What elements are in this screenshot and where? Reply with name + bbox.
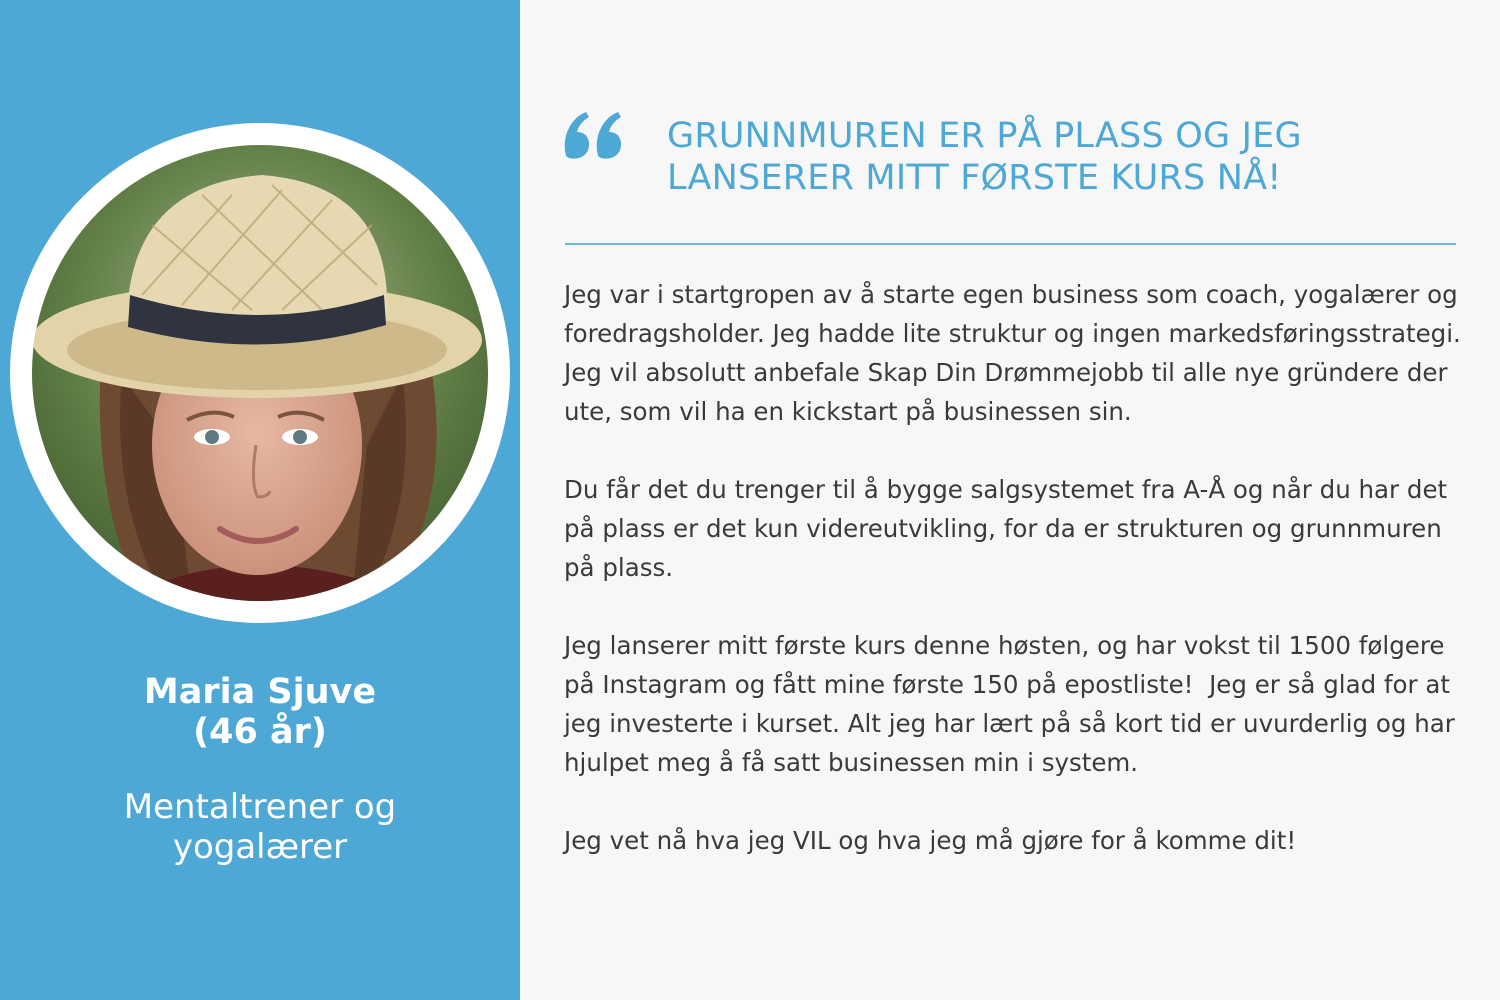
headline-line: LANSERER MITT FØRSTE KURS NÅ! [667,158,1282,198]
testimonial-body [564,275,1474,860]
testimonial-headline [667,115,1467,199]
person-age-line: (46 år) [193,712,327,752]
portrait-photo [32,145,488,601]
testimonial-paragraph: Jeg var i startgropen av å starte egen business som coach, yogalærer og foredragsholder. Jeg hadde lite struktur og ingen markedsføringsstrategi. Jeg vil absolutt anbefale Skap Din Drømmejobb til alle nye gründere der ute, som vil ha en kickstart på businessen sin. [564,280,1469,426]
person-role [0,787,520,867]
testimonial-paragraph: Jeg lanserer mitt første kurs denne høsten, og har vokst til 1500 følgere på Instagram og fått mine første 150 på epostliste! Jeg er så glad for at jeg investerte i kurset. Alt jeg har lært på så kort tid er uvurderlig og har hjulpet meg å få satt businessen min i system. [564,631,1463,777]
person-name-line: Maria Sjuve [143,672,377,712]
quote-mark-icon [562,112,624,160]
person-role-line: yogalærer [172,827,348,867]
profile-panel [0,0,520,1000]
avatar-frame [10,123,510,623]
testimonial-paragraph: Du får det du trenger til å bygge salgsystemet fra A-Å og når du har det på plass er det kun videreutvikling, for da er strukturen og grunnmuren på plass. [564,475,1455,582]
testimonial-paragraph: Jeg vet nå hva jeg VIL og hva jeg må gjøre for å komme dit! [564,826,1297,855]
person-name [0,672,520,752]
headline-line: GRUNNMUREN ER PÅ PLASS OG JEG [667,116,1302,156]
avatar [32,145,488,601]
person-role-line: Mentaltrener og [123,787,397,827]
divider [565,243,1456,245]
